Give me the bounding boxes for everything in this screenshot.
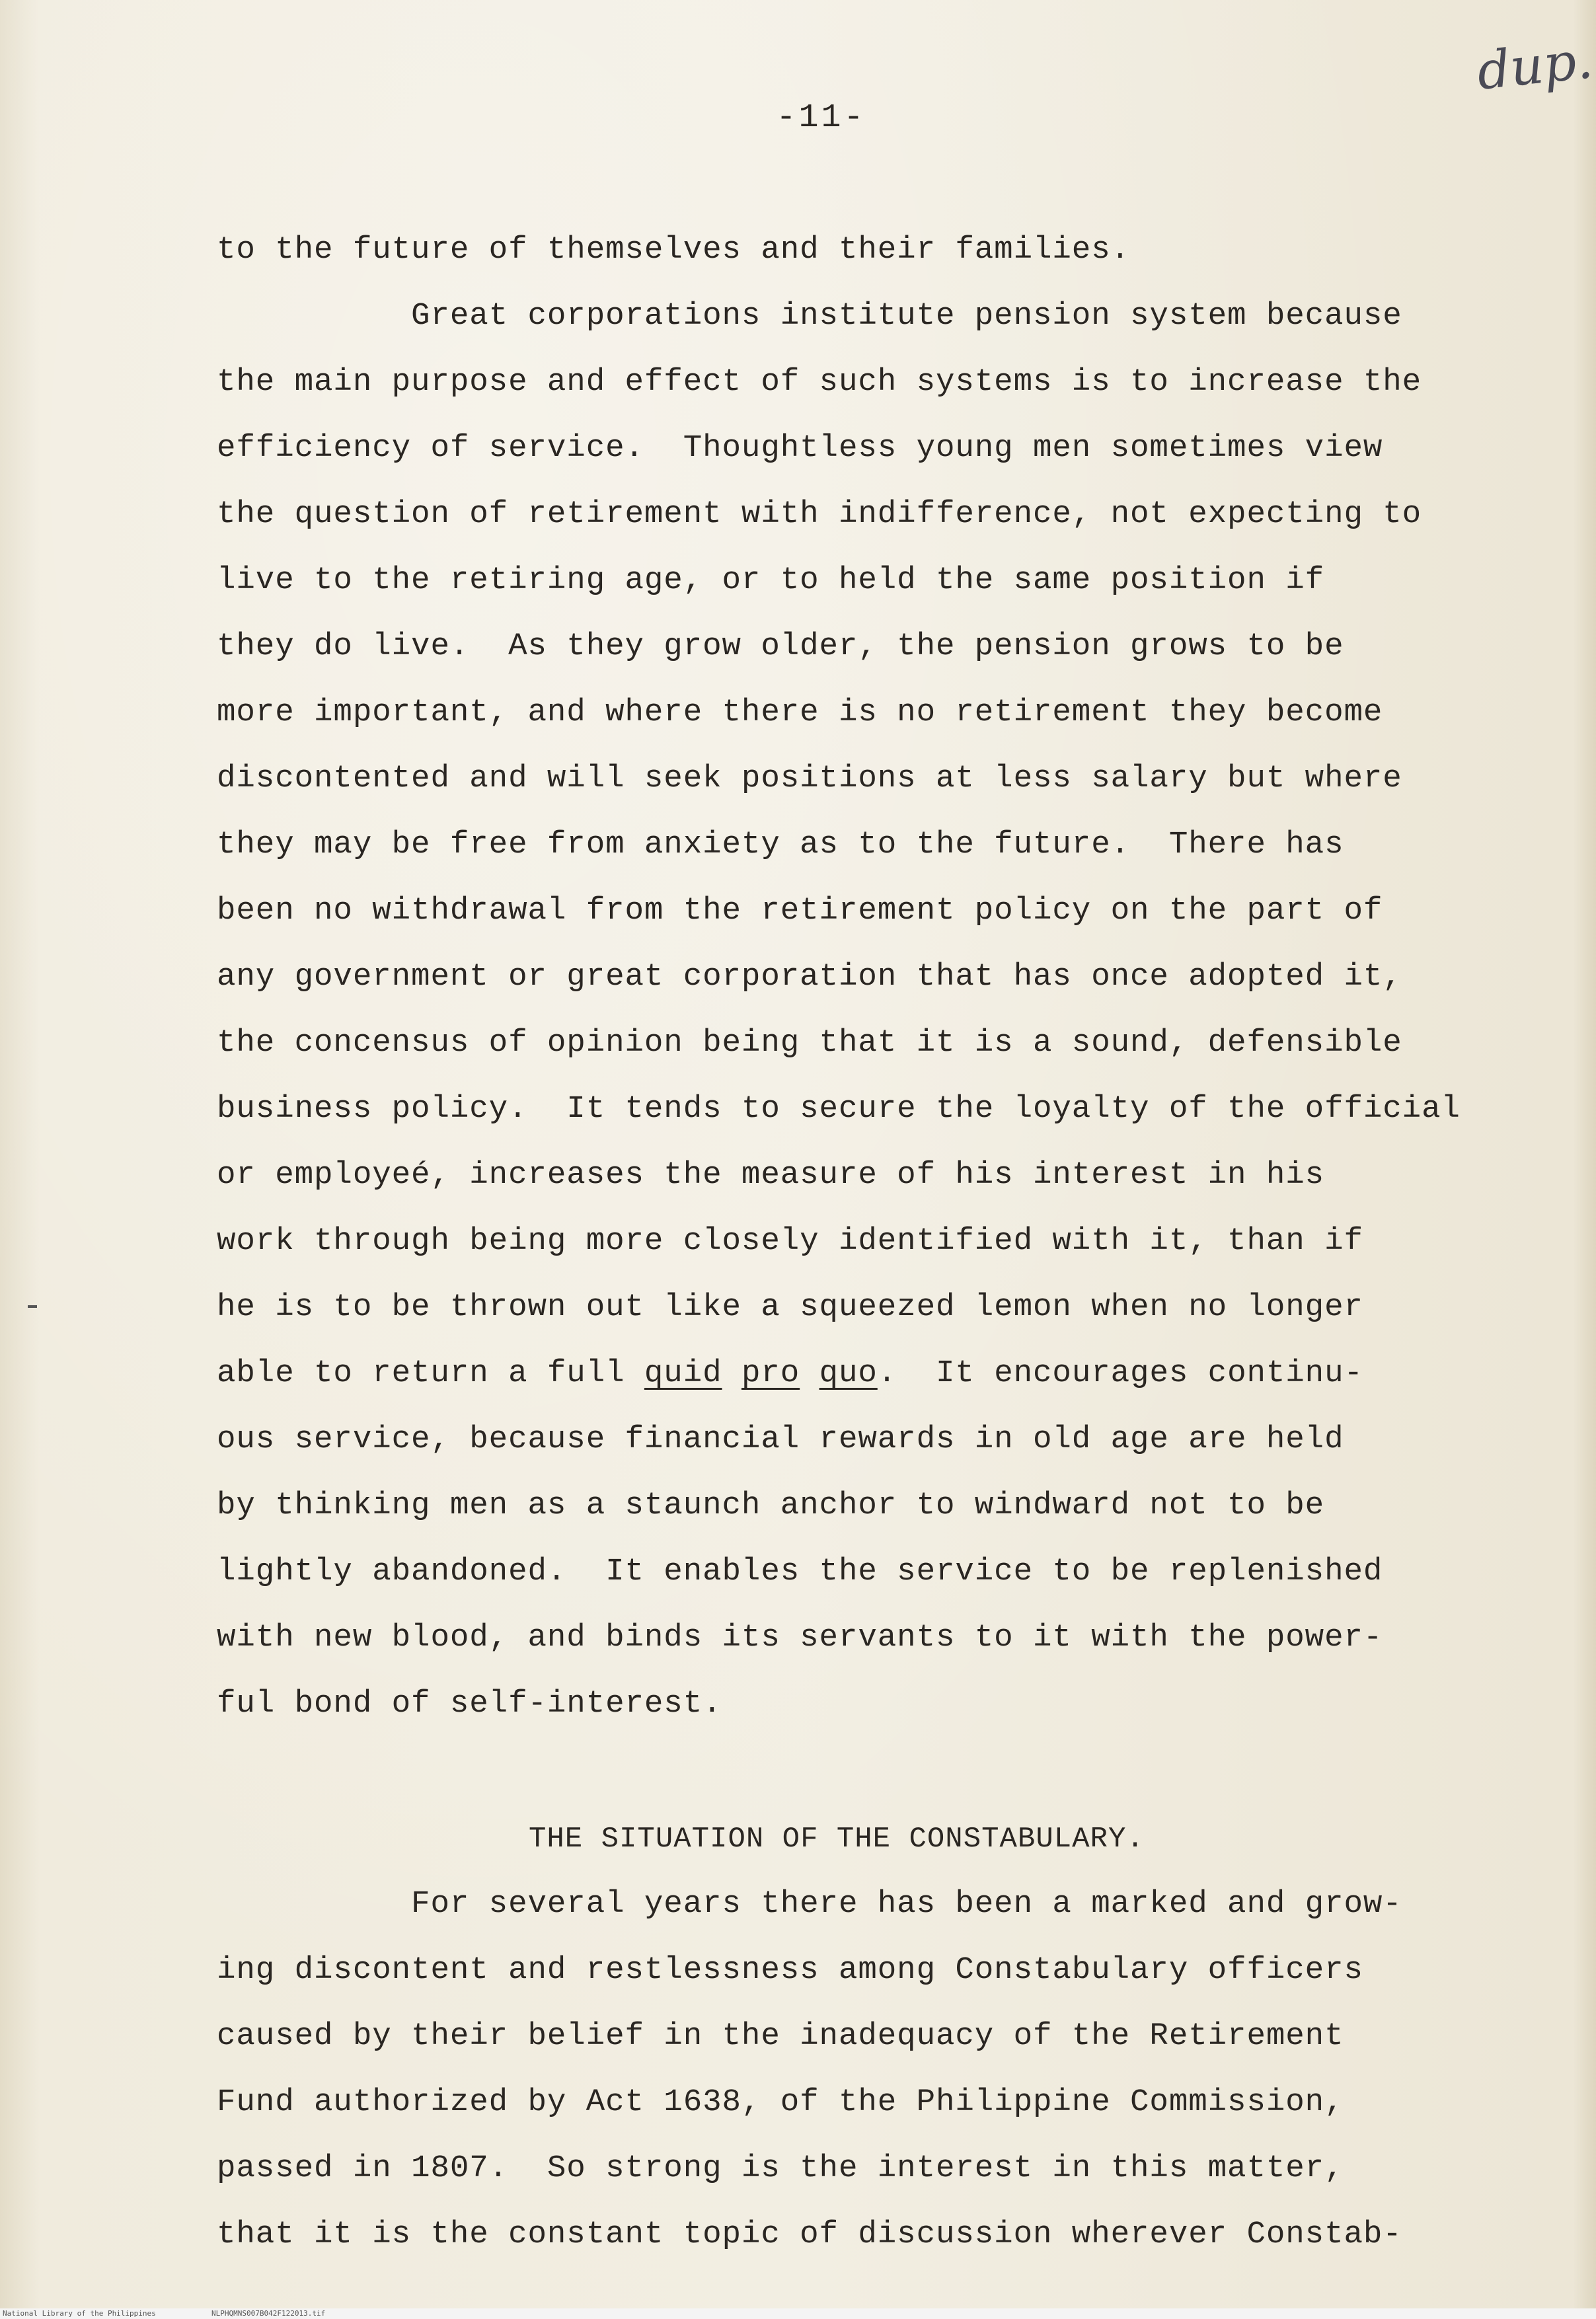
text-segment [800,1355,819,1391]
underlined-word-pro: pro [741,1355,800,1391]
text-line: they do live. As they grow older, the pension grows to be [217,628,1344,664]
text-line: that it is the constant topic of discussion wherever Constab- [217,2217,1402,2252]
text-line: the main purpose and effect of such systems is to increase the [217,364,1422,400]
text-line: caused by their belief in the inadequacy of the Retirement [217,2018,1344,2054]
text-line: the question of retirement with indifference, not expecting to [217,496,1422,532]
text-line: lightly abandoned. It enables the service to be replenished [217,1554,1383,1589]
text-line: ing discontent and restlessness among Constabulary officers [217,1952,1363,1988]
underlined-word-quid: quid [644,1355,722,1391]
text-line: with new blood, and binds its servants to it with the power- [217,1620,1383,1655]
text-line-quid-pro-quo [217,1355,1363,1391]
section-heading: THE SITUATION OF THE CONSTABULARY. [529,1823,1145,1856]
text-line: or employeé, increases the measure of his interest in his [217,1157,1325,1193]
text-line: he is to be thrown out like a squeezed lemon when no longer [217,1289,1363,1325]
text-line: efficiency of service. Thoughtless young men sometimes view [217,430,1383,466]
underlined-word-quo: quo [819,1355,878,1391]
text-line: For several years there has been a marked and grow- [217,1886,1402,1922]
text-line: ous service, because financial rewards in old age are held [217,1422,1344,1457]
text-line: Fund authorized by Act 1638, of the Philippine Commission, [217,2084,1344,2120]
text-segment [722,1355,741,1391]
text-line: discontented and will seek positions at less salary but where [217,761,1402,796]
footer-library-name: National Library of the Philippines [3,2309,156,2318]
text-line: by thinking men as a staunch anchor to windward not to be [217,1488,1325,1523]
text-line: the concensus of opinion being that it is a sound, defensible [217,1025,1402,1061]
page-number: -11- [776,99,866,137]
text-line: business policy. It tends to secure the loyalty of the official [217,1091,1461,1127]
text-line: more important, and where there is no retirement they become [217,695,1383,730]
text-segment: able to return a full [217,1355,644,1391]
text-line: to the future of themselves and their families. [217,232,1131,268]
text-line: live to the retiring age, or to held the same position if [217,562,1325,598]
text-line: passed in 1807. So strong is the interest in this matter, [217,2150,1344,2186]
text-line: ful bond of self-interest. [217,1686,722,1722]
footer-file-id: NLPHQMNS007B042F122013.tif [211,2309,326,2318]
text-line: they may be free from anxiety as to the future. There has [217,827,1344,862]
margin-mark [28,1305,37,1308]
text-line: Great corporations institute pension system because [217,298,1402,334]
text-line: been no withdrawal from the retirement policy on the part of [217,893,1383,929]
text-segment: . It encourages continu- [877,1355,1363,1391]
text-line: work through being more closely identified with it, than if [217,1223,1363,1259]
text-line: any government or great corporation that has once adopted it, [217,959,1402,995]
handwritten-margin-note: dup. [1474,30,1596,102]
